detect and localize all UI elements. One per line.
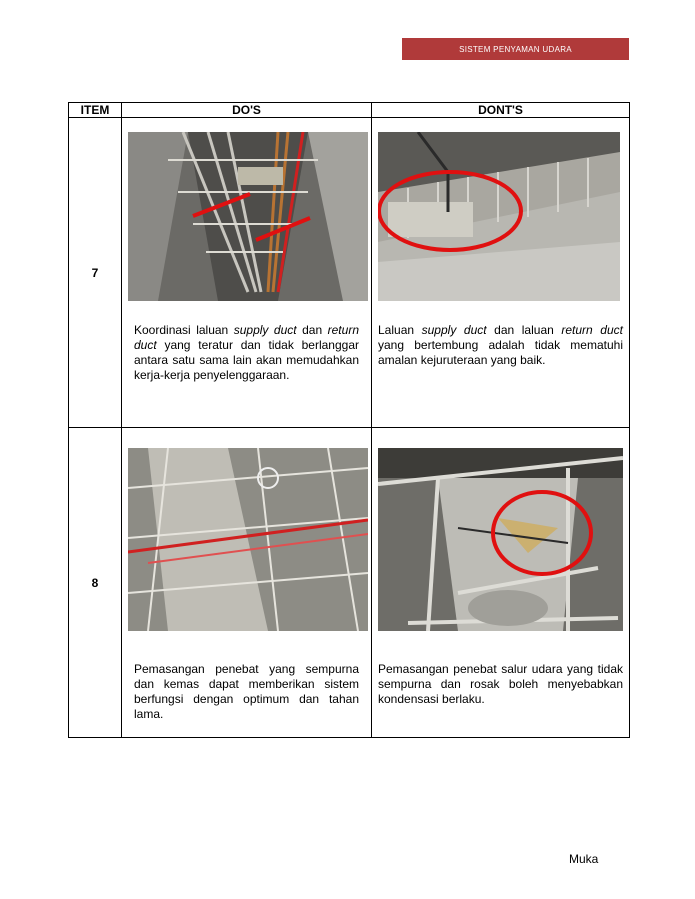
italic-term: return duct	[561, 323, 623, 337]
text-segment: Laluan	[378, 323, 422, 337]
italic-term: supply duct	[233, 323, 297, 337]
text-segment: yang teratur dan tidak berlanggar antara satu sama lain akan memudahkan kerja-kerja penyelenggaraan.	[134, 338, 359, 382]
header-title: SISTEM PENYAMAN UDARA	[459, 44, 572, 54]
header-donts: DONT'S	[372, 103, 630, 118]
italic-term: supply duct	[421, 323, 487, 337]
table-header-row	[69, 103, 630, 118]
dos-cell	[122, 118, 372, 428]
dos-cell	[122, 428, 372, 738]
photo-damaged-insulation	[378, 448, 623, 631]
donts-cell	[372, 118, 630, 428]
table-row	[69, 428, 630, 738]
text-segment: dan laluan	[486, 323, 562, 337]
header-item: ITEM	[69, 103, 122, 118]
photo-clashing-ducts	[378, 132, 620, 301]
text-segment: Pemasangan penebat salur udara yang tidak sempurna dan rosak boleh menyebabkan kondensasi berlaku.	[378, 662, 623, 706]
donts-description	[378, 323, 623, 368]
text-segment: yang bertembung adalah tidak mematuhi amalan kejuruteraan yang baik.	[378, 338, 623, 367]
text-segment: Koordinasi laluan	[134, 323, 234, 337]
item-number: 8	[69, 428, 122, 738]
header-dos: DO'S	[122, 103, 372, 118]
page-footer-label: Muka	[569, 852, 599, 866]
table-row	[69, 118, 630, 428]
dos-description	[134, 323, 359, 383]
dos-description	[134, 662, 359, 722]
donts-cell	[372, 428, 630, 738]
photo-proper-insulation	[128, 448, 368, 631]
item-number: 7	[69, 118, 122, 428]
text-segment: Pemasangan penebat yang sempurna dan kemas dapat memberikan sistem berfungsi dengan optimum dan tahan lama.	[134, 662, 359, 721]
donts-description	[378, 662, 623, 707]
dos-donts-table	[68, 102, 630, 738]
header-band	[402, 38, 629, 60]
italic-term: return duct	[134, 323, 359, 352]
text-segment: dan	[296, 323, 328, 337]
photo-supply-return-ducts	[128, 132, 368, 301]
